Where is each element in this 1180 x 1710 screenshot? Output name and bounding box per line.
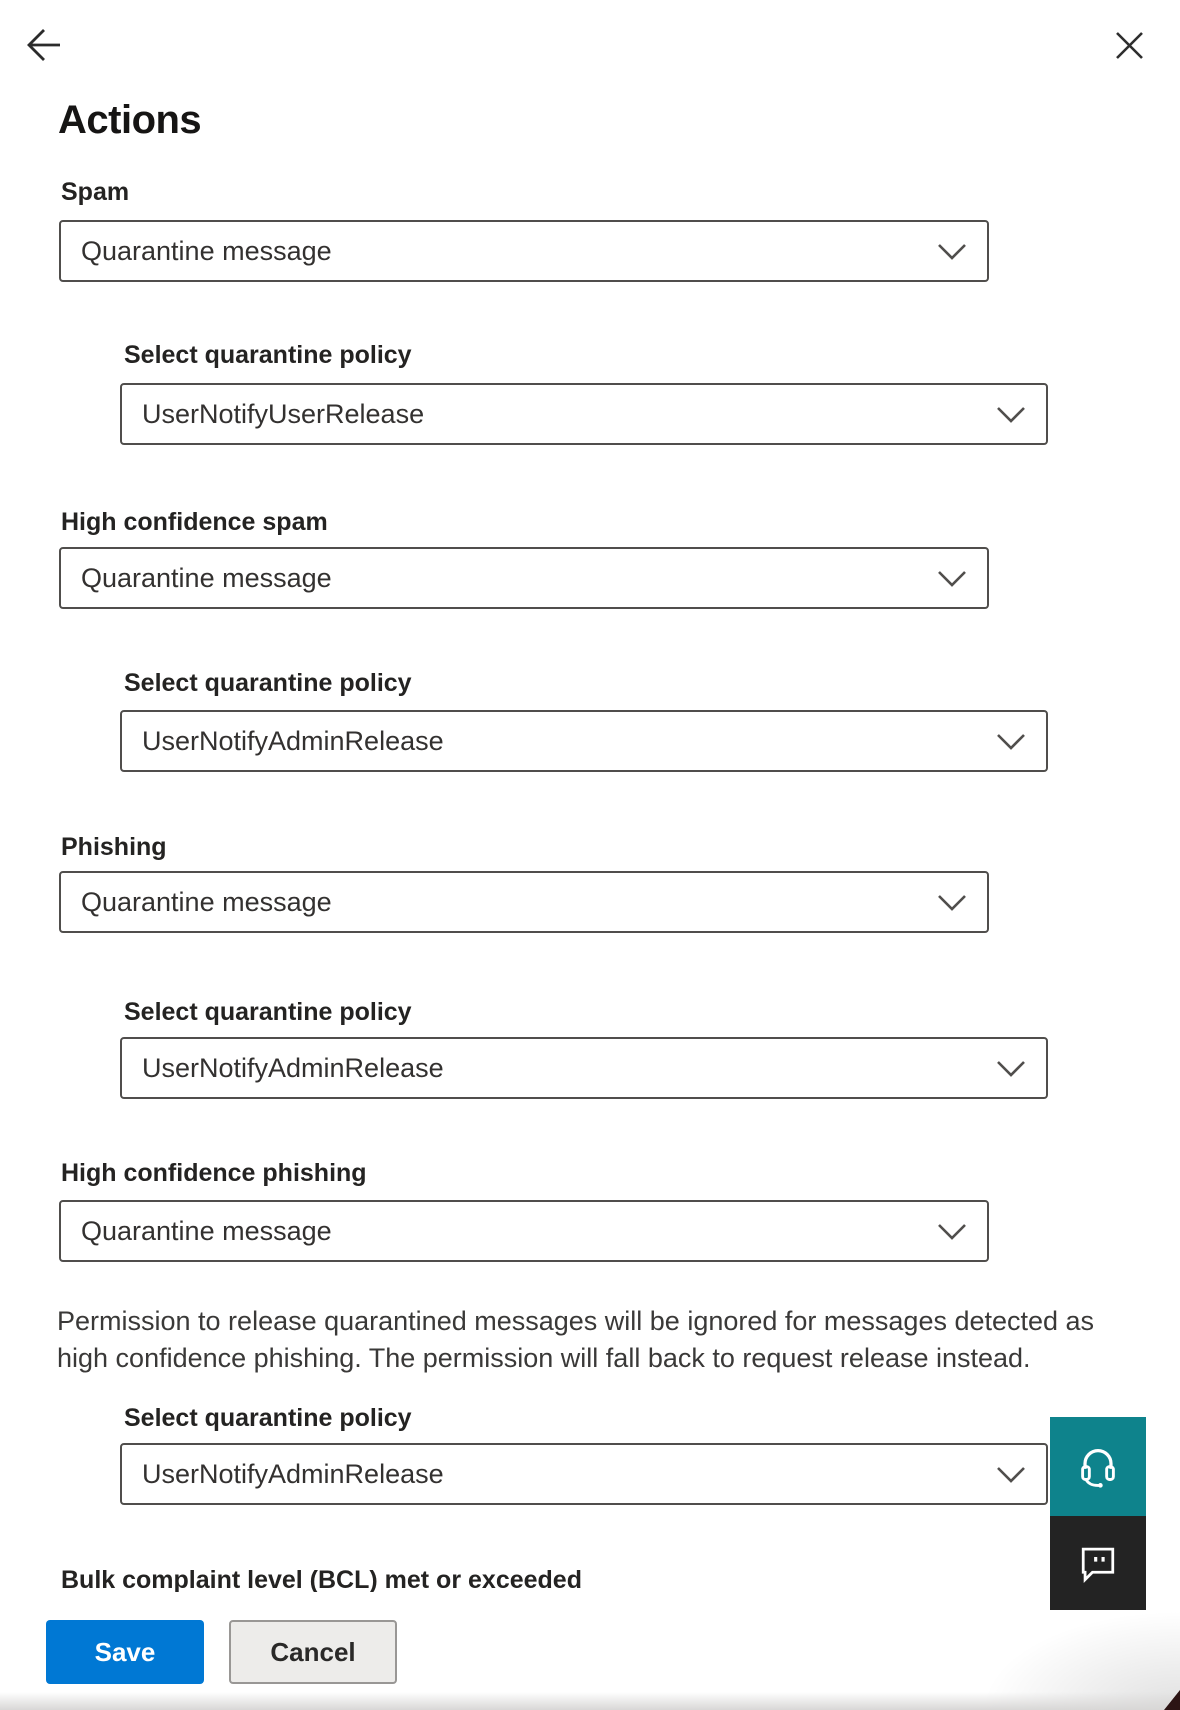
- chevron-down-icon: [996, 1466, 1026, 1483]
- chevron-down-icon: [996, 1060, 1026, 1077]
- chevron-down-icon: [937, 894, 967, 911]
- phishing-policy-dropdown[interactable]: [120, 1037, 1048, 1099]
- feedback-chat-icon: [1074, 1538, 1122, 1588]
- close-icon: [1114, 31, 1145, 60]
- phishing-action-dropdown[interactable]: [59, 871, 989, 933]
- high-confidence-phishing-value: Quarantine message: [81, 1215, 332, 1246]
- phishing-policy-value: UserNotifyAdminRelease: [142, 1052, 444, 1083]
- spam-label: Spam: [61, 178, 130, 206]
- phishing-label: Phishing: [61, 833, 167, 861]
- high-confidence-spam-dropdown[interactable]: [59, 547, 989, 609]
- chevron-down-icon: [996, 733, 1026, 750]
- hcp-policy-value: UserNotifyAdminRelease: [142, 1458, 444, 1489]
- hcs-policy-label: Select quarantine policy: [124, 669, 412, 697]
- spam-policy-dropdown[interactable]: [120, 383, 1048, 445]
- high-confidence-phishing-label: High confidence phishing: [61, 1159, 367, 1187]
- chevron-down-icon: [937, 243, 967, 260]
- high-confidence-spam-label: High confidence spam: [61, 508, 328, 536]
- cancel-button[interactable]: Cancel: [229, 1620, 397, 1684]
- spam-policy-label: Select quarantine policy: [124, 341, 412, 369]
- corner-artifact: [1164, 1690, 1180, 1710]
- bulk-complaint-label: Bulk complaint level (BCL) met or exceeded: [61, 1566, 582, 1592]
- note-line-1: Permission to release quarantined messages will be ignored for messages detected as: [57, 1306, 1095, 1336]
- hcs-policy-value: UserNotifyAdminRelease: [142, 725, 444, 756]
- back-arrow-icon: [24, 26, 62, 64]
- close-button[interactable]: [1114, 31, 1145, 60]
- spam-action-dropdown[interactable]: [59, 220, 989, 282]
- hcp-policy-label: Select quarantine policy: [124, 1404, 412, 1432]
- page-title: Actions: [58, 98, 202, 142]
- hcp-policy-dropdown[interactable]: [120, 1443, 1048, 1505]
- save-button[interactable]: Save: [46, 1620, 204, 1684]
- hcp-permission-note: [57, 1303, 1167, 1377]
- bottom-edge-fade: [0, 1692, 1180, 1710]
- hcs-policy-dropdown[interactable]: [120, 710, 1048, 772]
- spam-policy-value: UserNotifyUserRelease: [142, 398, 425, 429]
- high-confidence-spam-value: Quarantine message: [81, 562, 332, 593]
- spam-action-value: Quarantine message: [81, 235, 332, 266]
- chevron-down-icon: [937, 1223, 967, 1240]
- phishing-action-value: Quarantine message: [81, 886, 332, 917]
- headset-icon: [1073, 1441, 1123, 1493]
- chevron-down-icon: [937, 570, 967, 587]
- phishing-policy-label: Select quarantine policy: [124, 998, 412, 1026]
- note-line-2: high confidence phishing. The permission will fall back to request release instead.: [57, 1343, 1031, 1373]
- back-button[interactable]: [24, 26, 62, 64]
- high-confidence-phishing-dropdown[interactable]: [59, 1200, 989, 1262]
- help-support-button[interactable]: [1050, 1417, 1146, 1516]
- chevron-down-icon: [996, 406, 1026, 423]
- feedback-button[interactable]: [1050, 1516, 1146, 1610]
